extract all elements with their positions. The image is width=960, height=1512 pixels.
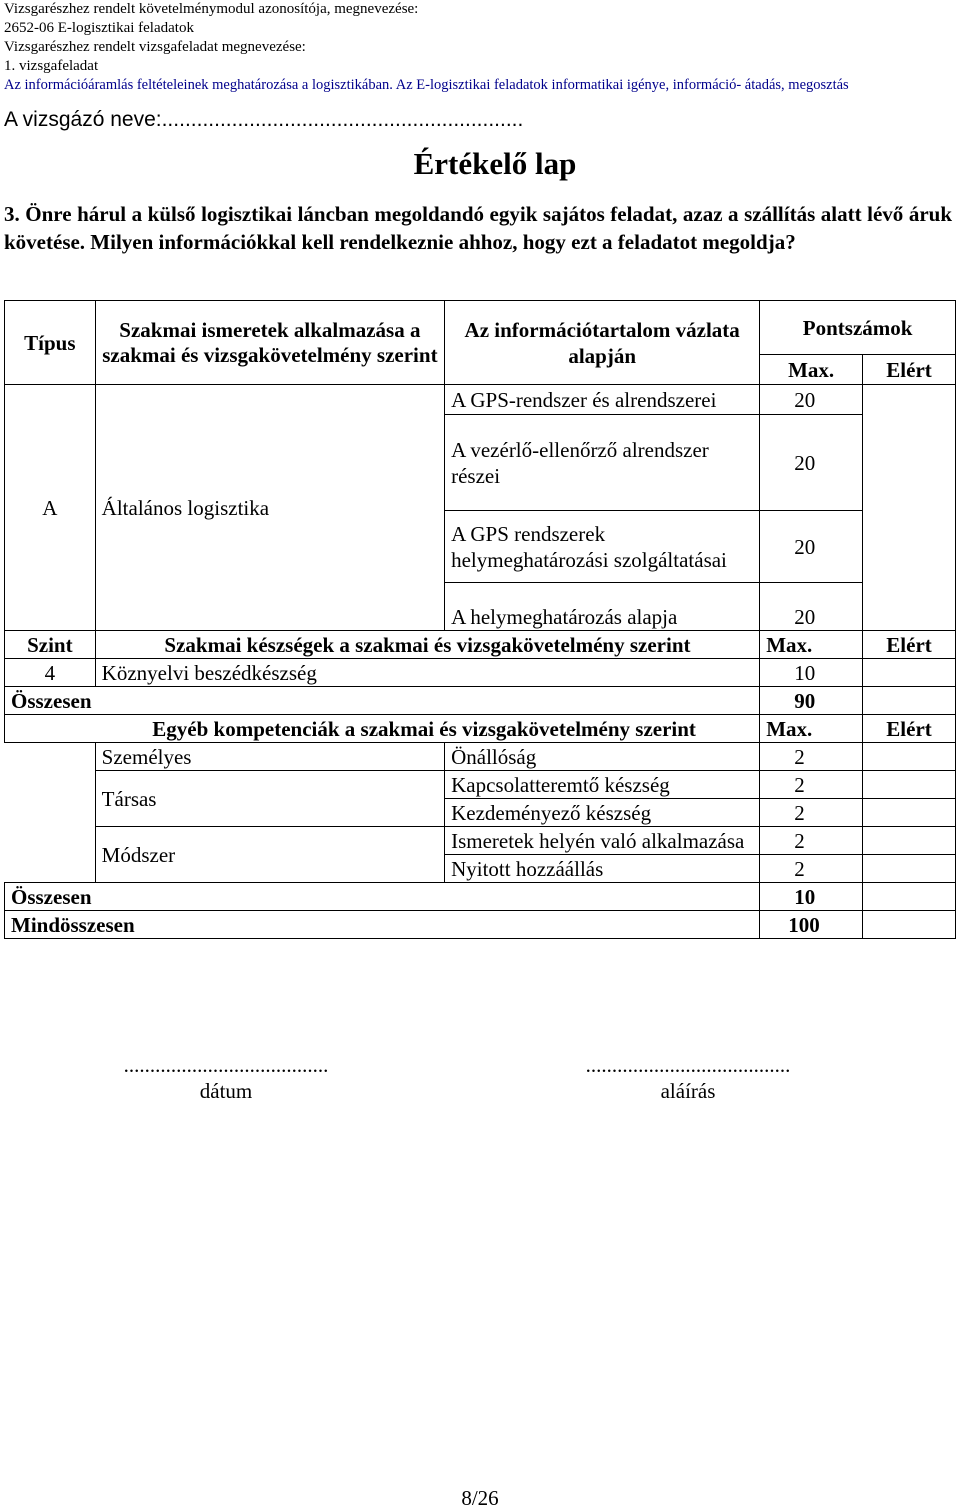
area-value: Általános logisztika	[95, 385, 444, 631]
item-max-3: 20	[760, 511, 863, 583]
competence-szemelyes: Személyes	[95, 743, 444, 771]
signature-label: aláírás	[660, 1079, 716, 1103]
item-label-4: A helymeghatározás alapja	[445, 583, 760, 631]
type-value: A	[5, 385, 96, 631]
header-szakmai-ismeretek: Szakmai ismeretek alkalmazása a szakmai és vizsgakövetelmény szerint	[95, 301, 444, 385]
header-line-1: Vizsgarészhez rendelt követelménymodul azonosítója, megnevezése:	[4, 1, 419, 17]
competence-header-max: Max.	[760, 715, 863, 743]
competence-header-title: Egyéb kompetenciák a szakmai és vizsgakövetelmény szerint	[5, 715, 760, 743]
signature-dots: .......................................	[585, 1053, 791, 1077]
header-line-5: Az információáramlás feltételeinek meghatározása a logisztikában. Az E-logisztikai feladatok informatikai igénye, információ- átadás, megosztás	[4, 77, 849, 93]
competence-kezdemenyezo: Kezdeményező készség	[445, 799, 760, 827]
skills-header-szint: Szint	[5, 631, 96, 659]
competence-blank	[5, 799, 96, 827]
header-max: Max.	[760, 355, 863, 385]
competence-ismeretek-elert	[863, 827, 956, 855]
competence-blank	[5, 827, 96, 855]
skill-label: Köznyelvi beszédkészség	[95, 659, 760, 687]
competence-kapcsolatteremto-value: 2	[760, 771, 863, 799]
item-label-3: A GPS rendszerek helymeghatározási szolgáltatásai	[445, 511, 760, 583]
skills-header-title: Szakmai készségek a szakmai és vizsgakövetelmény szerint	[95, 631, 760, 659]
date-signature	[86, 1052, 366, 1104]
item-max-4: 20	[760, 583, 863, 631]
header-line-2: 2652-06 E-logisztikai feladatok	[4, 20, 194, 36]
item-max-2: 20	[760, 415, 863, 511]
competence-kapcsolatteremto: Kapcsolatteremtő készség	[445, 771, 760, 799]
competence-onallosag-elert	[863, 743, 956, 771]
skills-header-max: Max.	[760, 631, 863, 659]
competence-tarsas: Társas	[95, 771, 444, 827]
candidate-name-line	[4, 108, 523, 132]
skills-header-elert: Elért	[863, 631, 956, 659]
date-label: dátum	[199, 1079, 253, 1103]
total-value: 100	[760, 911, 863, 939]
competence-ismeretek-value: 2	[760, 827, 863, 855]
header-line-4: 1. vizsgafeladat	[4, 58, 99, 74]
competence-nyitott-elert	[863, 855, 956, 883]
sum1-value: 90	[760, 687, 863, 715]
sum2-label: Összesen	[5, 883, 760, 911]
candidate-label: A vizsgázó neve:...	[4, 108, 180, 131]
evaluation-table	[4, 300, 956, 939]
signature-block	[548, 1052, 828, 1104]
competence-kezdemenyezo-elert	[863, 799, 956, 827]
header-elert: Elért	[863, 355, 956, 385]
question-text: 3. Önre hárul a külső logisztikai láncban megoldandó egyik sajátos feladat, azaz a szállítás alatt lévő áruk követése. Milyen információkkal kell rendelkeznie ahhoz, hogy ezt a feladatot megoldja?	[4, 202, 952, 254]
competence-blank	[5, 855, 96, 883]
total-elert	[863, 911, 956, 939]
item-label-1: A GPS-rendszer és alrendszerei	[445, 385, 760, 415]
skill-level: 4	[5, 659, 96, 687]
header-line-3: Vizsgarészhez rendelt vizsgafeladat megnevezése:	[4, 39, 306, 55]
sum1-label: Összesen	[5, 687, 760, 715]
competence-nyitott: Nyitott hozzáállás	[445, 855, 760, 883]
items-elert-cell	[863, 385, 956, 631]
header-informaciotartalom: Az információtartalom vázlata alapján	[445, 301, 760, 385]
skill-elert	[863, 659, 956, 687]
competence-kapcsolatteremto-elert	[863, 771, 956, 799]
candidate-dots: ...........................................................	[179, 108, 524, 131]
item-label-2: A vezérlő-ellenőrző alrendszer részei	[445, 415, 760, 511]
sum2-value: 10	[760, 883, 863, 911]
page-number: 8/26	[461, 1486, 499, 1510]
competence-kezdemenyezo-value: 2	[760, 799, 863, 827]
document-header	[4, 0, 849, 95]
competence-onallosag-value: 2	[760, 743, 863, 771]
item-max-1: 20	[760, 385, 863, 415]
skill-max: 10	[760, 659, 863, 687]
competence-blank	[5, 771, 96, 799]
sum1-elert	[863, 687, 956, 715]
competence-blank	[5, 743, 96, 771]
date-dots: .......................................	[123, 1053, 329, 1077]
total-label: Mindösszesen	[5, 911, 760, 939]
competence-header-elert: Elért	[863, 715, 956, 743]
sum2-elert	[863, 883, 956, 911]
page-title: Értékelő lap	[413, 146, 577, 181]
competence-modszer: Módszer	[95, 827, 444, 883]
competence-nyitott-value: 2	[760, 855, 863, 883]
header-pontszamok: Pontszámok	[760, 301, 956, 355]
competence-ismeretek: Ismeretek helyén való alkalmazása	[445, 827, 760, 855]
header-tipus: Típus	[5, 301, 96, 385]
competence-onallosag: Önállóság	[445, 743, 760, 771]
